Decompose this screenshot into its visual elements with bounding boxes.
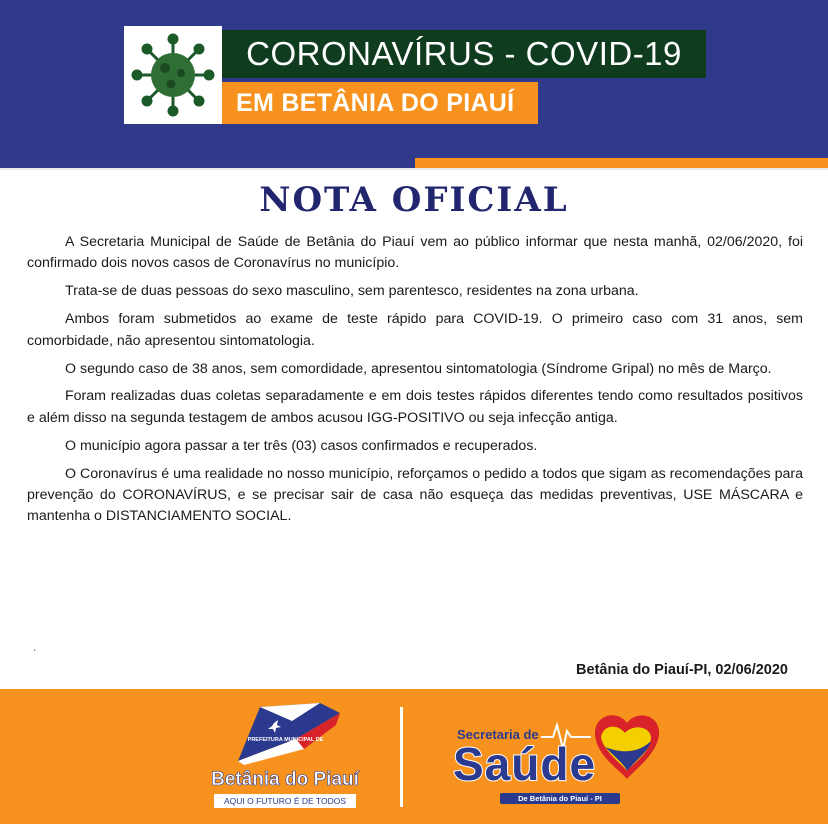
prefeitura-name: Betânia do Piauí xyxy=(211,769,359,790)
paragraph: Ambos foram submetidos ao exame de teste rápido para COVID-19. O primeiro caso com 31 anos, sem comorbidade, não apresentou sintomatologia. xyxy=(27,311,803,349)
paragraph: Foram realizadas duas coletas separadamente e em dois testes rápidos diferentes tendo como resultados positivos e além disso na segunda testagem de ambos acusou IGG-POSITIVO ou seja infecção antiga. xyxy=(27,388,803,426)
header-banner xyxy=(0,0,828,170)
saude-place: De Betânia do Piauí - PI xyxy=(500,793,620,804)
paragraph: O segundo caso de 38 anos, sem comordidade, apresentou sintomatologia (Síndrome Gripal) no mês de Março. xyxy=(65,360,772,377)
saude-label-small: Secretaria de xyxy=(457,727,539,742)
banner-subtitle: EM BETÂNIA DO PIAUÍ xyxy=(236,89,515,117)
paragraph: A Secretaria Municipal de Saúde de Betânia do Piauí vem ao público informar que nesta manhã, 02/06/2020, foi confirmado dois novos casos de Coronavírus no município. xyxy=(27,234,803,272)
coronavirus-icon xyxy=(124,26,222,124)
secretaria-saude-logo xyxy=(445,703,675,815)
title-bar xyxy=(222,30,706,78)
footer-divider xyxy=(400,707,403,807)
paragraph: O município agora passar a ter três (03) casos confirmados e recuperados. xyxy=(65,437,538,454)
paragraph: Trata-se de duas pessoas do sexo masculino, sem parentesco, residentes na zona urbana. xyxy=(65,283,639,300)
subtitle-bar xyxy=(222,82,538,124)
footer xyxy=(0,689,828,824)
signature-date: Betânia do Piauí-PI, 02/06/2020 xyxy=(576,662,788,678)
header-divider xyxy=(0,168,828,170)
prefeitura-caption: PREFEITURA MUNICIPAL DE xyxy=(247,737,324,743)
orange-stripe xyxy=(415,158,828,168)
prefeitura-slogan: AQUI O FUTURO É DE TODOS xyxy=(214,794,356,808)
municipal-flag-icon xyxy=(200,699,370,769)
prefeitura-logo xyxy=(200,699,370,817)
logo-box xyxy=(124,26,222,124)
saude-label-big: Saúde xyxy=(453,738,597,790)
paragraph: O Coronavírus é uma realidade no nosso município, reforçamos o pedido a todos que sigam as recomendações para prevenção do CORONAVÍRUS, e se precisar sair de casa não esqueça das medidas preventivas, USE MÁSCARA e mantenha o DISTANCIAMENTO SOCIAL. xyxy=(27,465,803,525)
banner-title: CORONAVÍRUS - COVID-19 xyxy=(246,35,682,72)
note-title: NOTA OFICIAL xyxy=(259,180,569,220)
stray-dot: . xyxy=(33,640,37,654)
note-body xyxy=(27,232,803,534)
